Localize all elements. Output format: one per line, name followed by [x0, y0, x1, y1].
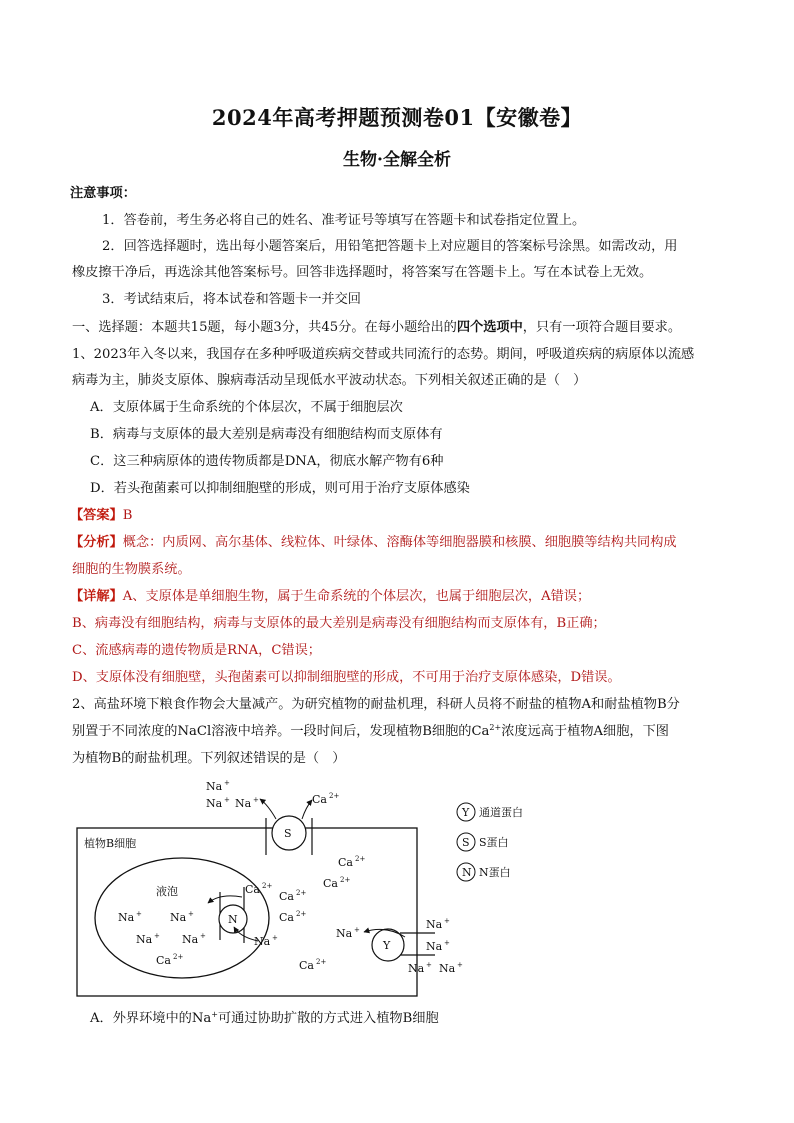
q1-option-d: D．若头孢菌素可以抑制细胞壁的形成，则可用于治疗支原体感染: [90, 481, 470, 496]
ion-ca-cyto-1: [338, 855, 365, 869]
ion-na-outside-r2: [426, 939, 450, 953]
svg-text:Ca: Ca: [279, 890, 294, 903]
ion-ca-cyto-5: [279, 910, 306, 924]
vacuole-label: 液泡: [156, 885, 178, 898]
page-subtitle: 生物·全解全析: [343, 150, 451, 170]
ion-ca-outside-top: [312, 792, 339, 806]
svg-text:+: +: [457, 961, 463, 969]
ion-ca-vacuole: [156, 953, 183, 967]
q2-option-a: A．外界环境中的Na+可通过协助扩散的方式进入植物B细胞: [90, 1010, 439, 1026]
svg-text:2+: 2+: [340, 876, 351, 884]
ion-na-cyto-1: [254, 934, 278, 948]
svg-text:Na: Na: [136, 933, 153, 946]
notice-item-2-cont: 橡皮擦干净后，再选涂其他答案标号。回答非选择题时，将答案写在答题卡上。写在本试卷上无效。: [72, 265, 653, 280]
svg-text:Ca: Ca: [245, 883, 260, 896]
svg-text:2+: 2+: [316, 958, 327, 966]
notice-item-1: 1．答卷前，考生务必将自己的姓名、准考证号等填写在答题卡和试卷指定位置上。: [102, 213, 586, 228]
q1-analysis-line-2: 细胞的生物膜系统。: [72, 562, 191, 577]
q1-detail-b: B、病毒没有细胞结构，病毒与支原体的最大差别是病毒没有细胞结构而支原体有，B正确；: [72, 616, 606, 631]
ion-ca-cyto-4: [279, 889, 306, 903]
ion-na-vacuole-1: [118, 910, 142, 924]
ion-na-vacuole-4: [182, 932, 206, 946]
svg-text:Na: Na: [206, 780, 223, 793]
ion-na-outside-r3: [408, 961, 432, 975]
q1-stem-line-1: 1、2023年入冬以来，我国存在多种呼吸道疾病交替或共同流行的态势。期间，呼吸道疾病的病原体以流感: [72, 347, 695, 362]
q1-stem-line-2: 病毒为主，肺炎支原体、腺病毒活动呈现低水平波动状态。下列相关叙述正确的是（ ）: [72, 373, 587, 388]
svg-text:+: +: [444, 917, 450, 925]
svg-text:Na: Na: [408, 962, 425, 975]
q2-stem-line-3: 为植物B的耐盐机理。下列叙述错误的是（ ）: [72, 751, 346, 766]
svg-text:Ca: Ca: [299, 959, 314, 972]
svg-text:+: +: [426, 961, 432, 969]
svg-text:+: +: [224, 796, 230, 804]
notice-heading: 注意事项：: [70, 186, 136, 201]
notice-item-2: 2．回答选择题时，选出每小题答案后，用铅笔把答题卡上对应题目的答案标号涂黑。如需改动，用: [102, 239, 678, 254]
svg-text:Na: Na: [426, 940, 443, 953]
ion-na-outside-2: [206, 796, 230, 810]
cell-label: 植物B细胞: [84, 837, 137, 850]
svg-text:+: +: [136, 910, 142, 918]
svg-text:Na: Na: [426, 918, 443, 931]
ion-na-outside-1: [206, 779, 230, 793]
section-heading: 一、选择题：本题共15题，每小题3分，共45分。在每小题给出的四个选项中，只有一项符合题目要求。: [72, 320, 682, 335]
svg-text:S蛋白: S蛋白: [479, 836, 509, 849]
legend-n: [457, 863, 511, 881]
svg-text:+: +: [354, 926, 360, 934]
svg-text:Na: Na: [439, 962, 456, 975]
legend-s: [457, 833, 509, 851]
ion-na-outside-3: [235, 796, 259, 810]
page-title: 2024年高考押题预测卷01【安徽卷】: [211, 105, 583, 130]
q1-answer: 【答案】B: [70, 508, 133, 523]
svg-text:2+: 2+: [355, 855, 366, 863]
q1-detail-d: D、支原体没有细胞壁，头孢菌素可以抑制细胞壁的形成，不可用于治疗支原体感染，D错误。: [72, 670, 621, 685]
q1-analysis-line-1: 【分析】概念：内质网、高尔基体、线粒体、叶绿体、溶酶体等细胞器膜和核膜、细胞膜等结构共同构成: [70, 535, 677, 550]
svg-text:Ca: Ca: [156, 954, 171, 967]
svg-text:2+: 2+: [173, 953, 184, 961]
svg-text:+: +: [272, 934, 278, 942]
q1-option-b: B．病毒与支原体的最大差别是病毒没有细胞结构而支原体有: [90, 427, 443, 442]
ion-na-vacuole-3: [136, 932, 160, 946]
svg-text:Na: Na: [235, 797, 252, 810]
svg-text:2+: 2+: [296, 910, 307, 918]
svg-text:+: +: [154, 932, 160, 940]
svg-text:Ca: Ca: [312, 793, 327, 806]
svg-text:N: N: [462, 866, 472, 879]
svg-text:2+: 2+: [262, 882, 273, 890]
svg-text:Ca: Ca: [323, 877, 338, 890]
svg-text:Na: Na: [254, 935, 271, 948]
svg-text:Na: Na: [336, 927, 353, 940]
legend-y: [457, 803, 523, 821]
q2-stem-line-2: 别置于不同浓度的NaCl溶液中培养。一段时间后，发现植物B细胞的$Ca^{2+}$浓度远高于植物A细胞，下图: [72, 723, 669, 739]
ion-ca-cyto-2: [323, 876, 350, 890]
svg-text:Na: Na: [170, 911, 187, 924]
n-protein-symbol: N: [228, 913, 238, 926]
svg-text:+: +: [224, 779, 230, 787]
notice-item-3: 3．考试结束后，将本试卷和答题卡一并交回: [102, 292, 361, 307]
svg-text:2+: 2+: [296, 889, 307, 897]
ion-ca-cyto-6: [299, 958, 326, 972]
svg-text:+: +: [188, 910, 194, 918]
svg-text:通道蛋白: 通道蛋白: [479, 806, 523, 819]
y-protein-symbol: Y: [383, 939, 391, 952]
svg-text:+: +: [444, 939, 450, 947]
svg-text:Na: Na: [118, 911, 135, 924]
svg-text:Ca: Ca: [338, 856, 353, 869]
ion-ca-cyto-3: [245, 882, 272, 896]
ion-na-outside-r4: [439, 961, 463, 975]
q2-stem-line-1: 2、高盐环境下粮食作物会大量减产。为研究植物的耐盐机理，科研人员将不耐盐的植物A和耐盐植物B分: [72, 697, 680, 712]
svg-text:2+: 2+: [329, 792, 340, 800]
ion-na-vacuole-2: [170, 910, 194, 924]
svg-text:Na: Na: [182, 933, 199, 946]
plant-cell-diagram: [70, 775, 550, 1003]
svg-text:N蛋白: N蛋白: [479, 866, 511, 879]
svg-text:+: +: [253, 796, 259, 804]
s-protein-symbol: S: [284, 827, 292, 840]
svg-text:+: +: [200, 932, 206, 940]
q1-detail-c: C、流感病毒的遗传物质是RNA，C错误；: [72, 643, 321, 658]
svg-text:Ca: Ca: [279, 911, 294, 924]
svg-text:Y: Y: [462, 806, 470, 819]
svg-text:S: S: [462, 836, 470, 849]
q1-detail-a: 【详解】A、支原体是单细胞生物，属于生命系统的个体层次，也属于细胞层次，A错误；: [70, 589, 591, 604]
ion-na-outside-r1: [426, 917, 450, 931]
svg-text:Na: Na: [206, 797, 223, 810]
q1-option-c: C．这三种病原体的遗传物质都是DNA，彻底水解产物有6种: [90, 454, 444, 469]
ion-na-cyto-2: [336, 926, 360, 940]
q1-option-a: A．支原体属于生命系统的个体层次，不属于细胞层次: [90, 400, 403, 415]
